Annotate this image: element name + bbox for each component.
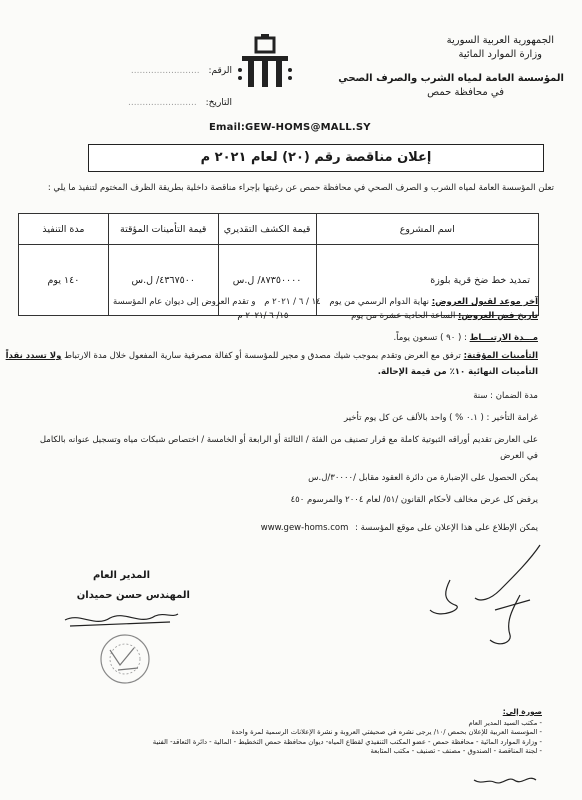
list-item: - مكتب السيد المدير العام: [468, 718, 542, 727]
opening-text: الساعة الحادية عشرة من يوم: [351, 311, 456, 321]
email-address: Email:GEW-HOMS@MALL.SY: [209, 122, 371, 133]
signatory-name: المهندس حسن حميدان: [76, 590, 190, 601]
intro-paragraph: تعلن المؤسسة العامة لمياه الشرب و الصرف الصحي في محافظة حمص عن رغبتها بإجراء مناقصة داخلية بطريقة الظرف المختوم لتنفيذ ما يلي :: [47, 183, 554, 193]
provisional-text: ترفق مع العرض وتقدم بموجب شيك مصدق و مجير للمؤسسة أو كفالة مصرفية سارية المفعول خلال مدة الارتباط: [64, 351, 461, 361]
col-duration: مدة التنفيذ: [19, 214, 109, 245]
handwritten-initials-bottom: [470, 770, 540, 792]
official-stamp: [90, 630, 160, 688]
deadline-line: [38, 296, 538, 308]
handwritten-signature-right: [420, 540, 560, 650]
reference-number: الرقم: ........................: [130, 66, 232, 76]
list-item: - لجنة المناقصة - الصندوق - مصنف - تصنيف - مكتب المتابعة: [370, 747, 542, 756]
commitment-line: [38, 332, 538, 344]
reject-line: يرفض كل عرض مخالف لأحكام القانون /٥١/ لعام ٢٠٠٤ والمرسوم ٤٥٠: [290, 495, 538, 505]
list-item: - وزارة الموارد المائية - محافظة حمص - عضو المكتب التنفيذي لقطاع المياه- ديوان محافظة حمص التخطيط - المالية - دائرة التعاقد- الفنية: [152, 737, 542, 746]
cell-project-name: تمديد خط ضخ قرية بلوزة: [316, 245, 539, 316]
website-line: [18, 522, 538, 534]
provisional-tail: ولا تسدد نقداً: [5, 351, 62, 361]
letterhead: [338, 34, 564, 100]
distribution-list: [72, 707, 542, 757]
signatory-position: المدير العام: [92, 570, 150, 581]
col-project-name: اسم المشروع: [316, 214, 539, 245]
list-item: - المؤسسة العربية للإعلان بحمص /١٠/ يرجى نشره في صحيفتي العروبة و نشرة الإعلانات الرسمية لمرة واحدة: [231, 728, 542, 737]
document-date: التاريخ: ........................: [128, 98, 232, 108]
commitment-text: : ( ٩٠ ) تسعون يوماً.: [393, 333, 467, 343]
ministry-name: وزارة الموارد المائية: [458, 49, 542, 60]
provisional-label: التأمينات المؤقتة:: [463, 351, 538, 361]
signature-block: [40, 566, 190, 606]
provisional-line: [5, 350, 538, 362]
dossier-line: يمكن الحصول على الإضبارة من دائرة العقود مقابل /٣٠٠٠٠/ل.س: [308, 473, 538, 483]
cell-estimate: ٨٧٣٥٠٠٠٠/ ل.س: [218, 245, 316, 316]
final-deposit-line: التأمينات النهائية ١٠٪ من قيمة الإحالة.: [377, 367, 538, 377]
deadline-date: ١٤ / ٦ / ٢٠٢١ م: [264, 297, 321, 307]
website-text: يمكن الإطلاع على هذا الإعلان على موقع المؤسسة :: [355, 523, 538, 533]
opening-date: ١٥/ ٦ /٢٠٢١ م: [237, 311, 289, 321]
cell-deposit: ٤٣٦٧٥٠٠/ ل.س: [108, 245, 218, 316]
institution-logo: [236, 34, 294, 90]
table-header-row: [19, 214, 539, 245]
cell-duration: ١٤٠ يوم: [19, 245, 109, 316]
deadline-text: نهاية الدوام الرسمي من يوم: [329, 297, 429, 307]
distribution-heading: صورة إلى:: [502, 707, 542, 716]
classification-line-2: في العرض: [500, 451, 538, 461]
country-name: الجمهورية العربية السورية: [446, 35, 554, 46]
opening-label: تاريخ فض العروض:: [458, 311, 538, 321]
institution-name: المؤسسة العامة لمياه الشرب والصرف الصحي: [338, 73, 564, 84]
governorate-name: في محافظة حمص: [427, 87, 504, 98]
penalty-line: غرامة التأخير : ( ٠.١ % ) واحد بالألف عن كل يوم تأخير: [344, 413, 538, 423]
deadline-tail: و تقدم العروض إلى ديوان عام المؤسسة: [113, 297, 256, 307]
website-link[interactable]: www.gew-homs.com: [260, 523, 349, 533]
col-estimate: قيمة الكشف التقديري: [218, 214, 316, 245]
commitment-label: مـــدة الارتبـــاط: [469, 333, 538, 343]
opening-line: [38, 310, 538, 322]
classification-line: على العارض تقديم أوراقه الثبوتية كاملة مع قرار تصنيف من الفئة / الثالثة أو الرابعة أو الخامسة / اختصاص شبكات مياه وتسجيل عنوانه بالكامل: [39, 435, 538, 445]
announcement-title: إعلان مناقصة رقم (٢٠) لعام ٢٠٢١ م: [200, 150, 432, 165]
announcement-title-box: [88, 144, 544, 172]
warranty-line: مدة الضمان : سنة: [473, 391, 538, 401]
deadline-label: آخر موعد لقبول العروض:: [431, 297, 538, 307]
col-deposit: قيمة التأمينات المؤقتة: [108, 214, 218, 245]
